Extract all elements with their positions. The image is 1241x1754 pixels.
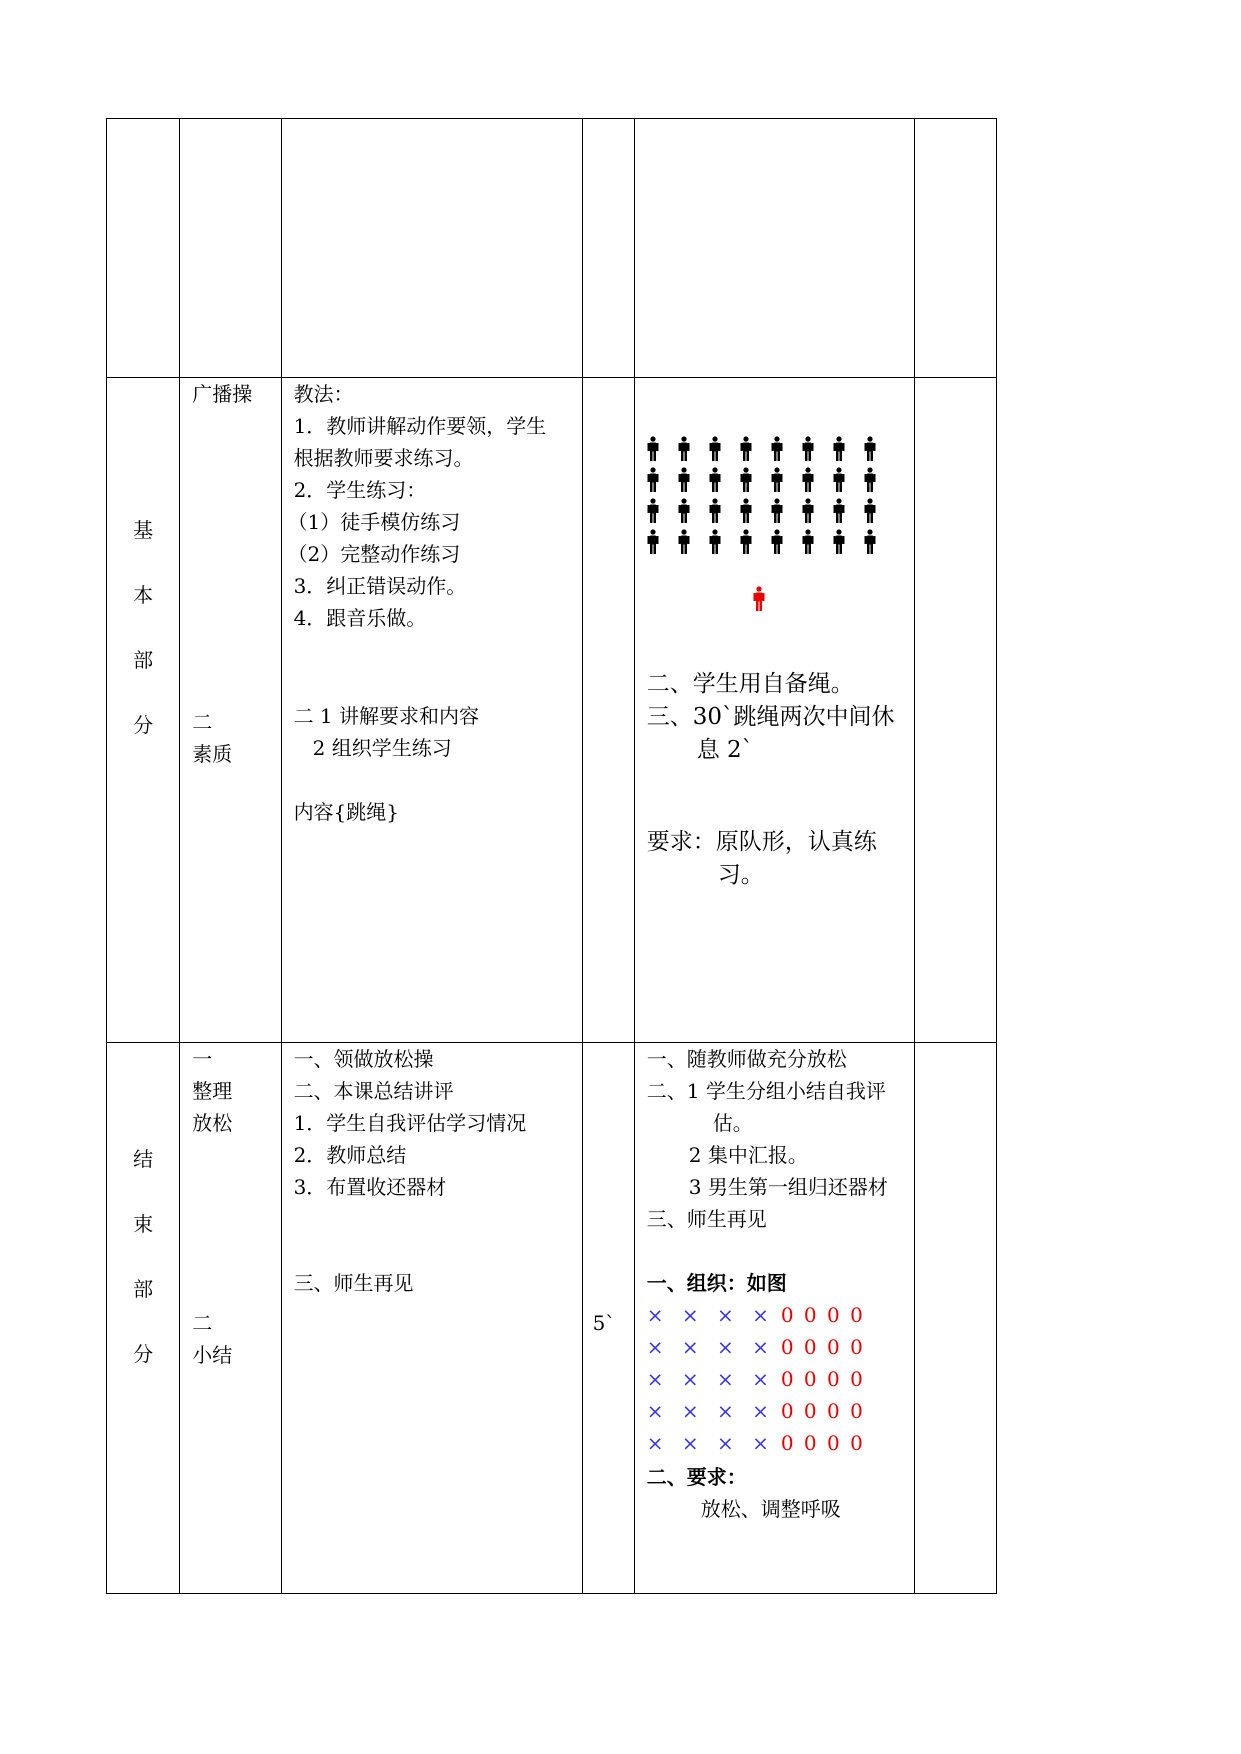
student-figure-icon	[864, 467, 876, 493]
cell-method	[281, 119, 582, 378]
person-icon	[833, 529, 845, 555]
section-char: 分	[133, 1342, 154, 1366]
org-line: 二、1 学生分组小结自我评	[646, 1079, 886, 1103]
formation-o-marks: 0 0 0 0	[780, 1367, 865, 1391]
org-line: 一、随教师做充分放松	[646, 1047, 847, 1071]
cell-time	[582, 119, 634, 378]
section-basic	[107, 378, 180, 1043]
content-label: 素质	[192, 742, 233, 766]
student-figure-icon	[771, 498, 783, 524]
time-value: 5`	[592, 1311, 616, 1335]
student-figure-icon	[647, 467, 659, 493]
method-line: 2．学生练习：	[293, 478, 427, 502]
student-figure-icon	[771, 467, 783, 493]
method-line: 1．教师讲解动作要领，学生	[293, 414, 547, 438]
lesson-plan-table	[106, 118, 997, 1594]
student-figure-icon	[802, 498, 814, 524]
formation-row	[647, 1363, 865, 1395]
formation-o-marks: 0 0 0 0	[780, 1431, 865, 1455]
person-icon	[833, 436, 845, 462]
formation-x-marks: × × × ×	[646, 1399, 775, 1423]
student-figure-icon	[678, 436, 690, 462]
person-icon	[802, 498, 814, 524]
req-text: 放松、调整呼吸	[700, 1497, 841, 1521]
person-icon	[833, 467, 845, 493]
student-figure-icon	[802, 436, 814, 462]
student-figure-icon	[740, 498, 752, 524]
person-icon	[864, 436, 876, 462]
student-figure-icon	[833, 436, 845, 462]
student-figure-icon	[740, 436, 752, 462]
student-figure-icon	[678, 498, 690, 524]
person-icon	[771, 498, 783, 524]
req-title: 二、要求：	[646, 1465, 747, 1489]
formation-x-marks: × × × ×	[646, 1335, 775, 1359]
cell-organization	[634, 119, 914, 378]
student-figure-icon	[740, 467, 752, 493]
section-char: 部	[133, 1277, 154, 1301]
person-icon	[771, 529, 783, 555]
section-char: 结	[133, 1147, 154, 1171]
content-label: 广播操	[192, 382, 253, 406]
cell-section	[107, 119, 180, 378]
person-icon	[864, 498, 876, 524]
org-requirement: 习。	[717, 862, 764, 888]
content-label: 二	[192, 710, 213, 734]
org-line: 三、师生再见	[646, 1207, 767, 1231]
person-icon	[740, 529, 752, 555]
cell-notes	[914, 119, 996, 378]
student-figure-icon	[678, 467, 690, 493]
method-line: 3．布置收还器材	[293, 1175, 447, 1199]
org-line: 二、学生用自备绳。	[646, 671, 854, 697]
student-figure-icon	[864, 529, 876, 555]
student-figure-icon	[678, 529, 690, 555]
person-icon	[802, 529, 814, 555]
person-icon	[647, 498, 659, 524]
student-figure-icon	[802, 467, 814, 493]
section-char: 束	[133, 1212, 154, 1236]
person-icon	[678, 498, 690, 524]
formation-x-marks: × × × ×	[646, 1367, 775, 1391]
notes-basic	[914, 378, 996, 1043]
student-figure-icon	[647, 436, 659, 462]
notes-ending	[914, 1043, 996, 1594]
person-icon	[864, 529, 876, 555]
method-line: 二 1 讲解要求和内容	[293, 704, 480, 728]
student-figure-icon	[864, 498, 876, 524]
student-figure-icon	[647, 529, 659, 555]
formation-o-marks: 0 0 0 0	[780, 1303, 865, 1327]
section-char: 分	[133, 713, 154, 737]
student-figure-icon	[833, 529, 845, 555]
formation-row	[647, 1299, 865, 1331]
person-icon	[709, 529, 721, 555]
student-figure-icon	[709, 498, 721, 524]
formation-x-marks: × × × ×	[646, 1431, 775, 1455]
student-figure-icon	[833, 467, 845, 493]
person-icon	[709, 467, 721, 493]
method-line: 1．学生自我评估学习情况	[293, 1111, 527, 1135]
org-line: 2 集中汇报。	[688, 1143, 808, 1167]
person-icon	[740, 467, 752, 493]
method-line: 教法：	[293, 382, 354, 406]
person-icon	[647, 467, 659, 493]
formation-o-marks: 0 0 0 0	[780, 1399, 865, 1423]
student-figure-icon	[802, 529, 814, 555]
person-icon	[647, 529, 659, 555]
method-line: 4．跟音乐做。	[293, 606, 427, 630]
person-icon	[864, 467, 876, 493]
content-label: 小结	[192, 1343, 233, 1367]
method-line: （1）徒手模仿练习	[287, 510, 461, 534]
content-ending	[180, 1043, 281, 1594]
section-char: 部	[133, 648, 154, 672]
person-icon	[802, 467, 814, 493]
cell-content	[180, 119, 281, 378]
person-icon	[678, 436, 690, 462]
person-icon	[771, 436, 783, 462]
student-figure-icon	[771, 436, 783, 462]
time-basic	[582, 378, 634, 1043]
table-row-top	[107, 119, 997, 378]
org-line: 3 男生第一组归还器材	[688, 1175, 888, 1199]
person-icon	[753, 586, 765, 612]
formation-row	[647, 1427, 865, 1459]
content-label: 二	[192, 1311, 213, 1335]
person-icon	[678, 529, 690, 555]
student-figure-icon	[709, 436, 721, 462]
formation-x-marks: × × × ×	[646, 1303, 775, 1327]
student-figure-icon	[864, 436, 876, 462]
person-icon	[740, 498, 752, 524]
formation-row	[647, 1331, 865, 1363]
table-row-ending	[107, 1043, 997, 1594]
method-basic	[281, 378, 582, 1043]
section-char: 基	[133, 518, 154, 542]
method-line: （2）完整动作练习	[287, 542, 461, 566]
org-line: 估。	[712, 1111, 753, 1135]
student-figure-icon	[709, 467, 721, 493]
student-figure-icon	[740, 529, 752, 555]
method-line: 三、师生再见	[293, 1271, 414, 1295]
person-icon	[709, 498, 721, 524]
student-figure-icon	[709, 529, 721, 555]
teacher-figure-icon	[753, 586, 765, 612]
person-icon	[647, 436, 659, 462]
organization-ending	[634, 1043, 914, 1594]
content-label: 放松	[192, 1111, 233, 1135]
person-icon	[678, 467, 690, 493]
content-label: 整理	[192, 1079, 233, 1103]
method-line: 一、领做放松操	[293, 1047, 434, 1071]
person-icon	[771, 467, 783, 493]
formation-o-marks: 0 0 0 0	[780, 1335, 865, 1359]
time-ending	[582, 1043, 634, 1594]
content-basic	[180, 378, 281, 1043]
section-char: 本	[133, 583, 154, 607]
org-title: 一、组织：如图	[646, 1271, 787, 1295]
person-icon	[709, 436, 721, 462]
organization-basic	[634, 378, 914, 1043]
student-figure-icon	[771, 529, 783, 555]
method-ending	[281, 1043, 582, 1594]
content-label: 一	[192, 1047, 213, 1071]
org-line: 息 2`	[696, 737, 754, 763]
formation-row	[647, 1395, 865, 1427]
method-line: 3．纠正错误动作。	[293, 574, 467, 598]
section-ending	[107, 1043, 180, 1594]
person-icon	[740, 436, 752, 462]
person-icon	[802, 436, 814, 462]
student-figure-icon	[647, 498, 659, 524]
method-line: 2 组织学生练习	[293, 736, 452, 760]
method-line: 根据教师要求练习。	[293, 446, 474, 470]
method-line: 内容{跳绳}	[293, 800, 400, 824]
org-line: 三、30`跳绳两次中间休	[646, 704, 895, 730]
person-icon	[833, 498, 845, 524]
table-row-basic	[107, 378, 997, 1043]
org-requirement: 要求：原队形，认真练	[646, 829, 877, 855]
student-figure-icon	[833, 498, 845, 524]
method-line: 二、本课总结讲评	[293, 1079, 454, 1103]
method-line: 2．教师总结	[293, 1143, 407, 1167]
